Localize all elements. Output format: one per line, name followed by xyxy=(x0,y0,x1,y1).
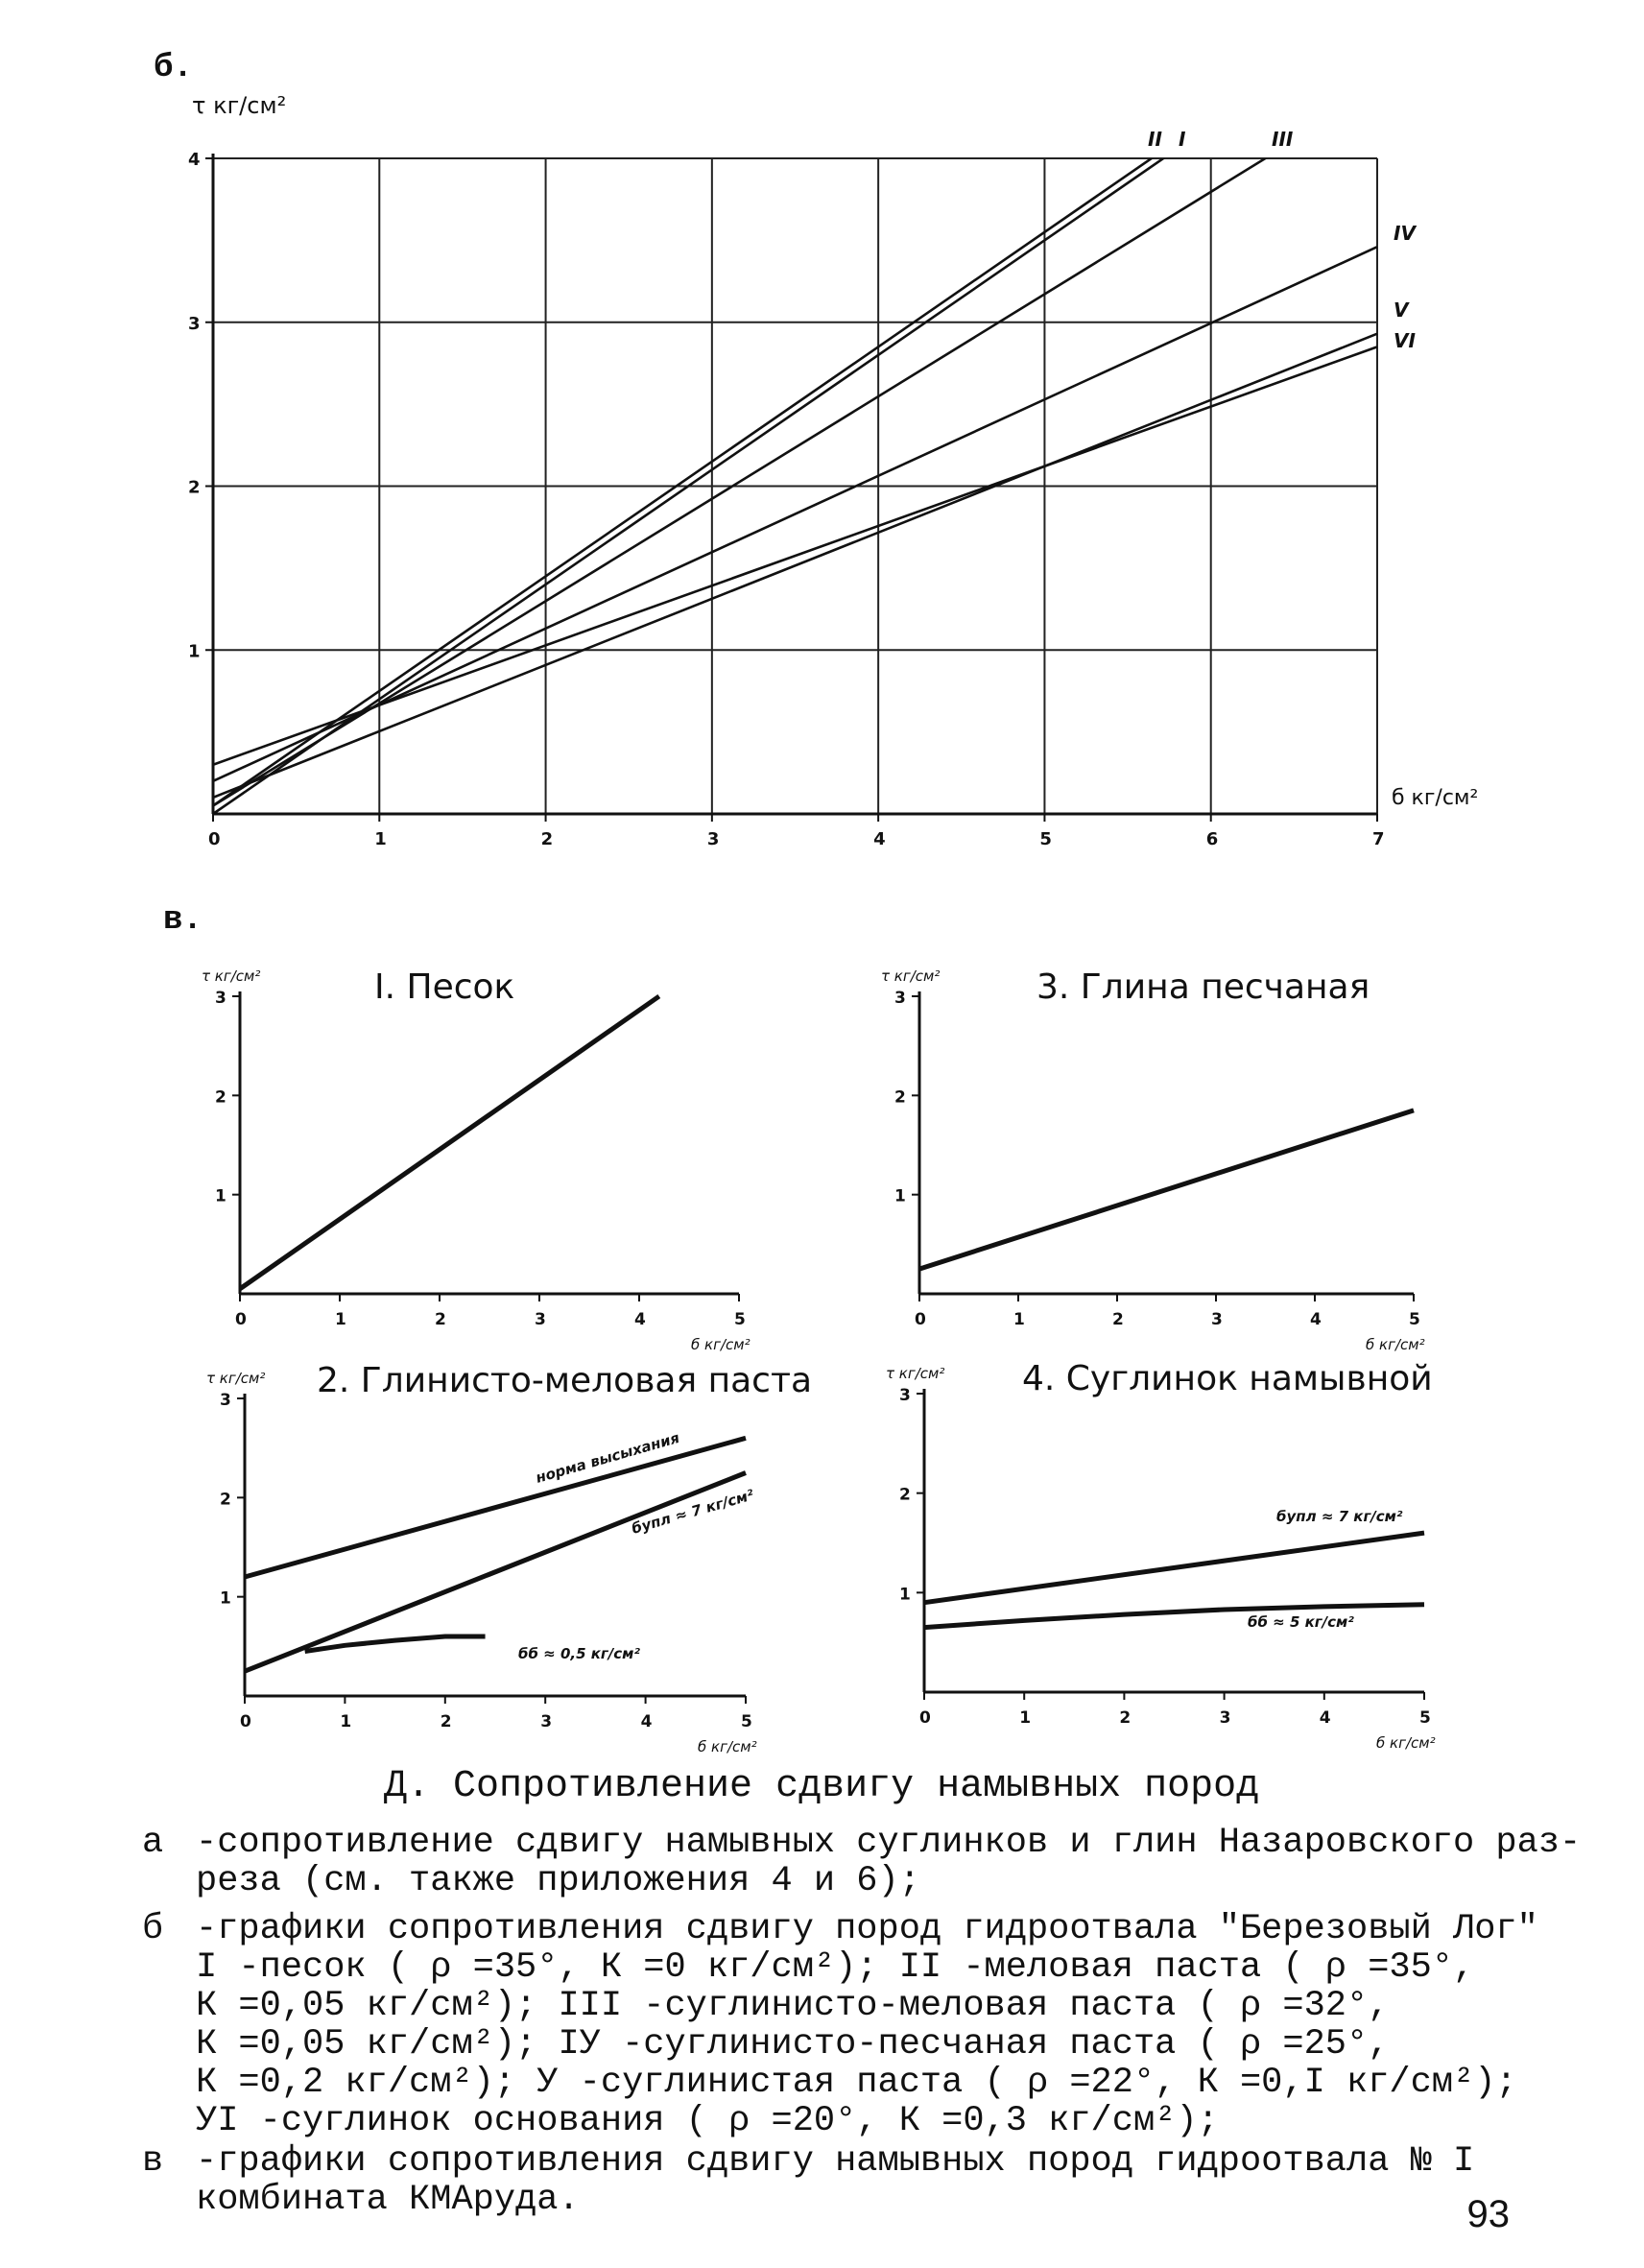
main-x-tick-label: 3 xyxy=(706,829,720,849)
v4-ylabel: τ кг/см² xyxy=(886,1365,945,1382)
v1-x-tick-label: 2 xyxy=(435,1310,446,1329)
main-series-III xyxy=(213,89,1377,805)
main-series-label: II xyxy=(1148,128,1162,151)
v2-xlabel: б кг/см² xyxy=(698,1738,757,1755)
caption-v-line-1: -графики сопротивления сдвигу намывных пород гидроотвала № I xyxy=(196,2141,1475,2182)
v1-x-tick-label: 5 xyxy=(734,1310,746,1329)
v4-x-tick-label: 4 xyxy=(1319,1708,1331,1728)
caption-b-line-4: К =0,05 кг/см²); IУ -суглинисто-песчаная паста ( ρ =25°, xyxy=(196,2024,1390,2065)
main-xlabel: б кг/см² xyxy=(1392,786,1479,810)
caption-b-label: б xyxy=(142,1909,164,1949)
v2-x-tick-label: 1 xyxy=(340,1712,352,1731)
v1-ylabel: τ кг/см² xyxy=(202,967,261,985)
caption-v xyxy=(142,2142,1474,2219)
v2-x-tick-label: 5 xyxy=(741,1712,752,1731)
v4-y-tick-label: 2 xyxy=(899,1485,911,1505)
v3-ylabel: τ кг/см² xyxy=(881,967,941,985)
v1-xlabel: б кг/см² xyxy=(691,1336,751,1353)
main-x-tick-label: 2 xyxy=(540,829,554,849)
v2-x-tick-label: 3 xyxy=(540,1712,553,1731)
v3-y-tick-label: 3 xyxy=(894,989,906,1008)
main-series-label: V xyxy=(1394,298,1409,322)
v1-x-tick-label: 3 xyxy=(535,1310,546,1329)
v3-x-tick-label: 1 xyxy=(1013,1310,1025,1329)
main-y-tick-label: 1 xyxy=(188,641,201,662)
v1-x-tick-label: 4 xyxy=(634,1310,646,1329)
v1-x-tick-label: 1 xyxy=(335,1310,346,1329)
v4-y-tick-label: 1 xyxy=(899,1585,911,1605)
v1-y-tick-label: 1 xyxy=(215,1186,226,1206)
main-series-label: IV xyxy=(1394,222,1416,245)
v2-y-tick-label: 1 xyxy=(220,1588,231,1609)
caption-b-line-1: -графики сопротивления сдвигу пород гидроотвала "Березовый Лог" xyxy=(196,1909,1538,1949)
v2-x-tick-label: 4 xyxy=(640,1712,653,1731)
v2-series-нормавысыхания xyxy=(245,1438,746,1577)
caption-b-line-3: К =0,05 кг/см²); III -суглинисто-меловая паста ( ρ =32°, xyxy=(196,1986,1390,2026)
v1-title: I. Песок xyxy=(374,967,515,1007)
v3-series-sandyclay xyxy=(919,1110,1414,1269)
panel-b-letter: б. xyxy=(154,50,193,86)
v1-y-tick-label: 3 xyxy=(215,989,226,1008)
v1-x-tick-label: 0 xyxy=(235,1310,247,1329)
caption-a xyxy=(142,1824,1581,1900)
main-x-tick-label: 5 xyxy=(1039,829,1052,849)
v2-x-tick-label: 2 xyxy=(440,1712,452,1731)
v4-series-label: бупл ≈ 7 кг/см² xyxy=(1276,1508,1403,1525)
v4-xlabel: б кг/см² xyxy=(1376,1734,1436,1752)
main-series-I xyxy=(213,11,1377,814)
caption-a-line-2: реза (см. также приложения 4 и 6); xyxy=(196,1861,920,1901)
v2-series-label: бупл ≈ 7 кг/см² xyxy=(630,1486,756,1538)
v3-xlabel: б кг/см² xyxy=(1366,1336,1425,1353)
main-series-label: III xyxy=(1272,128,1294,151)
v2-title: 2. Глинисто-меловая паста xyxy=(317,1361,813,1400)
v4-x-tick-label: 2 xyxy=(1119,1708,1132,1728)
v4-x-tick-label: 3 xyxy=(1219,1708,1231,1728)
v4-title: 4. Суглинок намывной xyxy=(1022,1359,1433,1398)
v4-series-label: бб ≈ 5 кг/см² xyxy=(1248,1613,1354,1631)
v4-x-tick-label: 1 xyxy=(1019,1708,1032,1728)
v3-y-tick-label: 1 xyxy=(894,1186,906,1206)
v4-y-tick-label: 3 xyxy=(899,1386,911,1405)
v2-x-tick-label: 0 xyxy=(240,1712,251,1731)
v2-ylabel: τ кг/см² xyxy=(206,1370,266,1387)
v3-x-tick-label: 2 xyxy=(1112,1310,1124,1329)
caption-a-label: а xyxy=(142,1823,164,1863)
main-x-tick-label: 4 xyxy=(873,829,886,849)
v4-x-tick-label: 0 xyxy=(919,1708,931,1728)
main-series-label: VI xyxy=(1394,329,1416,352)
caption-title: Д. Сопротивление сдвигу намывных пород xyxy=(384,1765,1260,1808)
v1-series-sand xyxy=(240,996,659,1289)
main-series-label: I xyxy=(1179,128,1186,151)
v2-y-tick-label: 3 xyxy=(220,1391,231,1410)
v4-x-tick-label: 5 xyxy=(1419,1708,1431,1728)
caption-b xyxy=(142,1910,1538,2140)
main-y-tick-label: 4 xyxy=(188,150,201,170)
main-x-tick-label: 6 xyxy=(1205,829,1219,849)
v2-series-бупл7 xyxy=(245,1473,746,1672)
v3-x-tick-label: 0 xyxy=(915,1310,926,1329)
caption-v-line-2: комбината КМАруда. xyxy=(196,2180,580,2220)
v2-series-label: норма высыхания xyxy=(534,1428,681,1487)
caption-b-line-5: К =0,2 кг/см²); У -суглинистая паста ( ρ =22°, К =0,I кг/см²); xyxy=(196,2063,1517,2103)
caption-a-line-1: -сопротивление сдвигу намывных суглинков и глин Назаровского раз- xyxy=(196,1823,1582,1863)
main-x-tick-label: 0 xyxy=(208,829,221,849)
v3-x-tick-label: 3 xyxy=(1211,1310,1223,1329)
caption-b-line-6: УI -суглинок основания ( ρ =20°, К =0,3 кг/см²); xyxy=(196,2101,1219,2141)
panel-v-letter: в. xyxy=(163,902,203,939)
v1-y-tick-label: 2 xyxy=(215,1087,226,1108)
v3-y-tick-label: 2 xyxy=(894,1087,906,1108)
main-ylabel: τ кг/см² xyxy=(192,92,287,119)
caption-b-line-2: I -песок ( ρ =35°, К =0 кг/см²); II -меловая паста ( ρ =35°, xyxy=(196,1947,1475,1988)
page-number: 93 xyxy=(1466,2193,1510,2235)
main-y-tick-label: 2 xyxy=(188,477,201,498)
v3-x-tick-label: 4 xyxy=(1310,1310,1322,1329)
v3-x-tick-label: 5 xyxy=(1409,1310,1420,1329)
caption-v-label: в xyxy=(142,2141,164,2182)
main-x-tick-label: 1 xyxy=(374,829,387,849)
v3-title: 3. Глина песчаная xyxy=(1036,967,1370,1007)
main-x-tick-label: 7 xyxy=(1372,829,1385,849)
v2-series-label: бб ≈ 0,5 кг/см² xyxy=(518,1645,640,1662)
main-series-VI xyxy=(213,346,1377,764)
main-y-tick-label: 3 xyxy=(188,313,201,334)
v2-y-tick-label: 2 xyxy=(220,1490,231,1510)
v4-series-бупл7 xyxy=(924,1533,1424,1603)
